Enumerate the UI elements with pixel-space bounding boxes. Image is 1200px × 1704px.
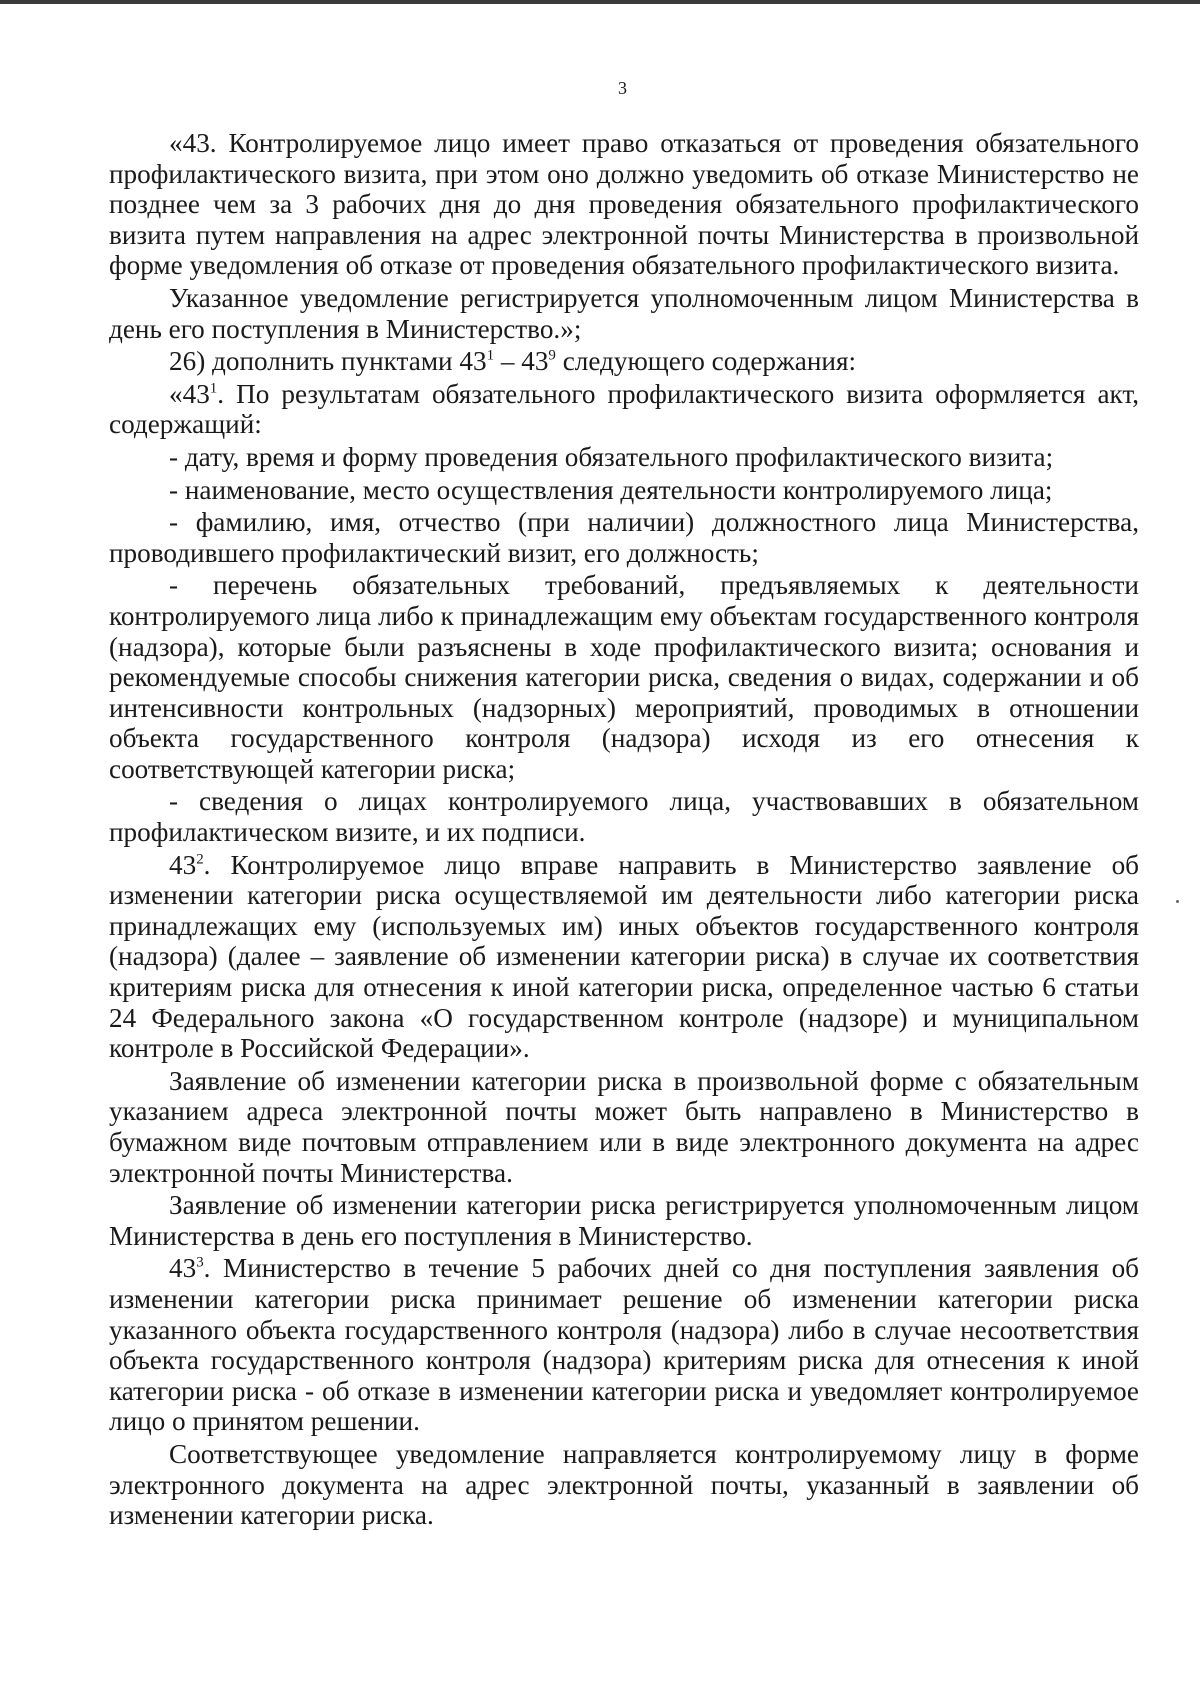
- paragraph-application-registration: Заявление об изменении категории риска регистрируется уполномоченным лицом Министерства в день его поступления в Министерство.: [109, 1190, 1139, 1251]
- document-body: [109, 128, 1139, 1533]
- paragraph-43-2: $43^2$. Контролируемое лицо вправе направить в Министерство заявление об изменении категории риска осуществляемой им деятельности либо категории риска принадлежащих ему (используемых им) иных объектов государственного контроля (надзора) (далее – заявление об изменении категории риска) в случае их соответствия критериям риска для отнесения к иной категории риска, определенное частью 6 статьи 24 Федерального закона «О государственном контроле (надзоре) и муниципальном контроле в Российской Федерации».: [109, 849, 1139, 1064]
- list-item-name-place: - наименование, место осуществления деятельности контролируемого лица;: [169, 474, 1053, 505]
- paragraph-application-form: Заявление об изменении категории риска в произвольной форме с обязательным указанием адреса электронной почты может быть направлено в Министерство в бумажном виде почтовым отправлением или в виде электронного документа на адрес электронной почты Министерства.: [109, 1065, 1139, 1188]
- paragraph-43-3: $43^3$. Министерство в течение 5 рабочих дней со дня поступления заявления об изменении категории риска принимает решение об изменении категории риска указанного объекта государственного контроля (надзора) либо в случае несоответствия объекта государственного контроля (надзора) критериям риска для отнесения к иной категории риска - об отказе в изменении категории риска и уведомляет контролируемое лицо о принятом решении.: [109, 1253, 1139, 1437]
- list-item-requirements: - перечень обязательных требований, предъявляемых к деятельности контролируемого лица либо к принадлежащим ему объектам государственного контроля (надзора), которые были разъяснены в ходе профилактического визита; основания и рекомендуемые способы снижения категории риска, сведения о видах, содержании и об интенсивности контрольных (надзорных) мероприятий, проводимых в отношении объекта государственного контроля (надзора) исходя из его отнесения к соответствующей категории риска;: [109, 570, 1139, 784]
- list-item-official: - фамилию, имя, отчество (при наличии) должностного лица Министерства, проводившего профилактический визит, его должность;: [109, 507, 1139, 568]
- paragraph-43: «43. Контролируемое лицо имеет право отказаться от проведения обязательного профилактического визита, при этом оно должно уведомить об отказе Министерство не позднее чем за 3 рабочих дня до дня проведения обязательного профилактического визита путем направления на адрес электронной почты Министерства в произвольной форме уведомления об отказе от проведения обязательного профилактического визита.: [109, 128, 1139, 281]
- paragraph-notice-registration: Указанное уведомление регистрируется уполномоченным лицом Министерства в день его поступления в Министерство.»;: [109, 282, 1139, 344]
- list-item-participants: - сведения о лицах контролируемого лица, участвовавших в обязательном профилактическом визите, и их подписи.: [109, 786, 1139, 848]
- paragraph-26-amendment: 26) дополнить пунктами $43^1 - 43^9$ следующего содержания:: [169, 346, 857, 377]
- list-item-date-time: - дату, время и форму проведения обязательного профилактического визита;: [169, 441, 1054, 472]
- top-border-line: [0, 0, 1200, 4]
- page-number: 3: [618, 78, 627, 98]
- scan-speck: [1176, 900, 1179, 903]
- paragraph-43-1: «$43^1$. По результатам обязательного профилактического визита оформляется акт, содержащий:: [109, 378, 1139, 440]
- paragraph-corresponding-notice: Соответствующее уведомление направляется контролируемому лицу в форме электронного документа на адрес электронной почты, указанный в заявлении об изменении категории риска.: [109, 1438, 1139, 1531]
